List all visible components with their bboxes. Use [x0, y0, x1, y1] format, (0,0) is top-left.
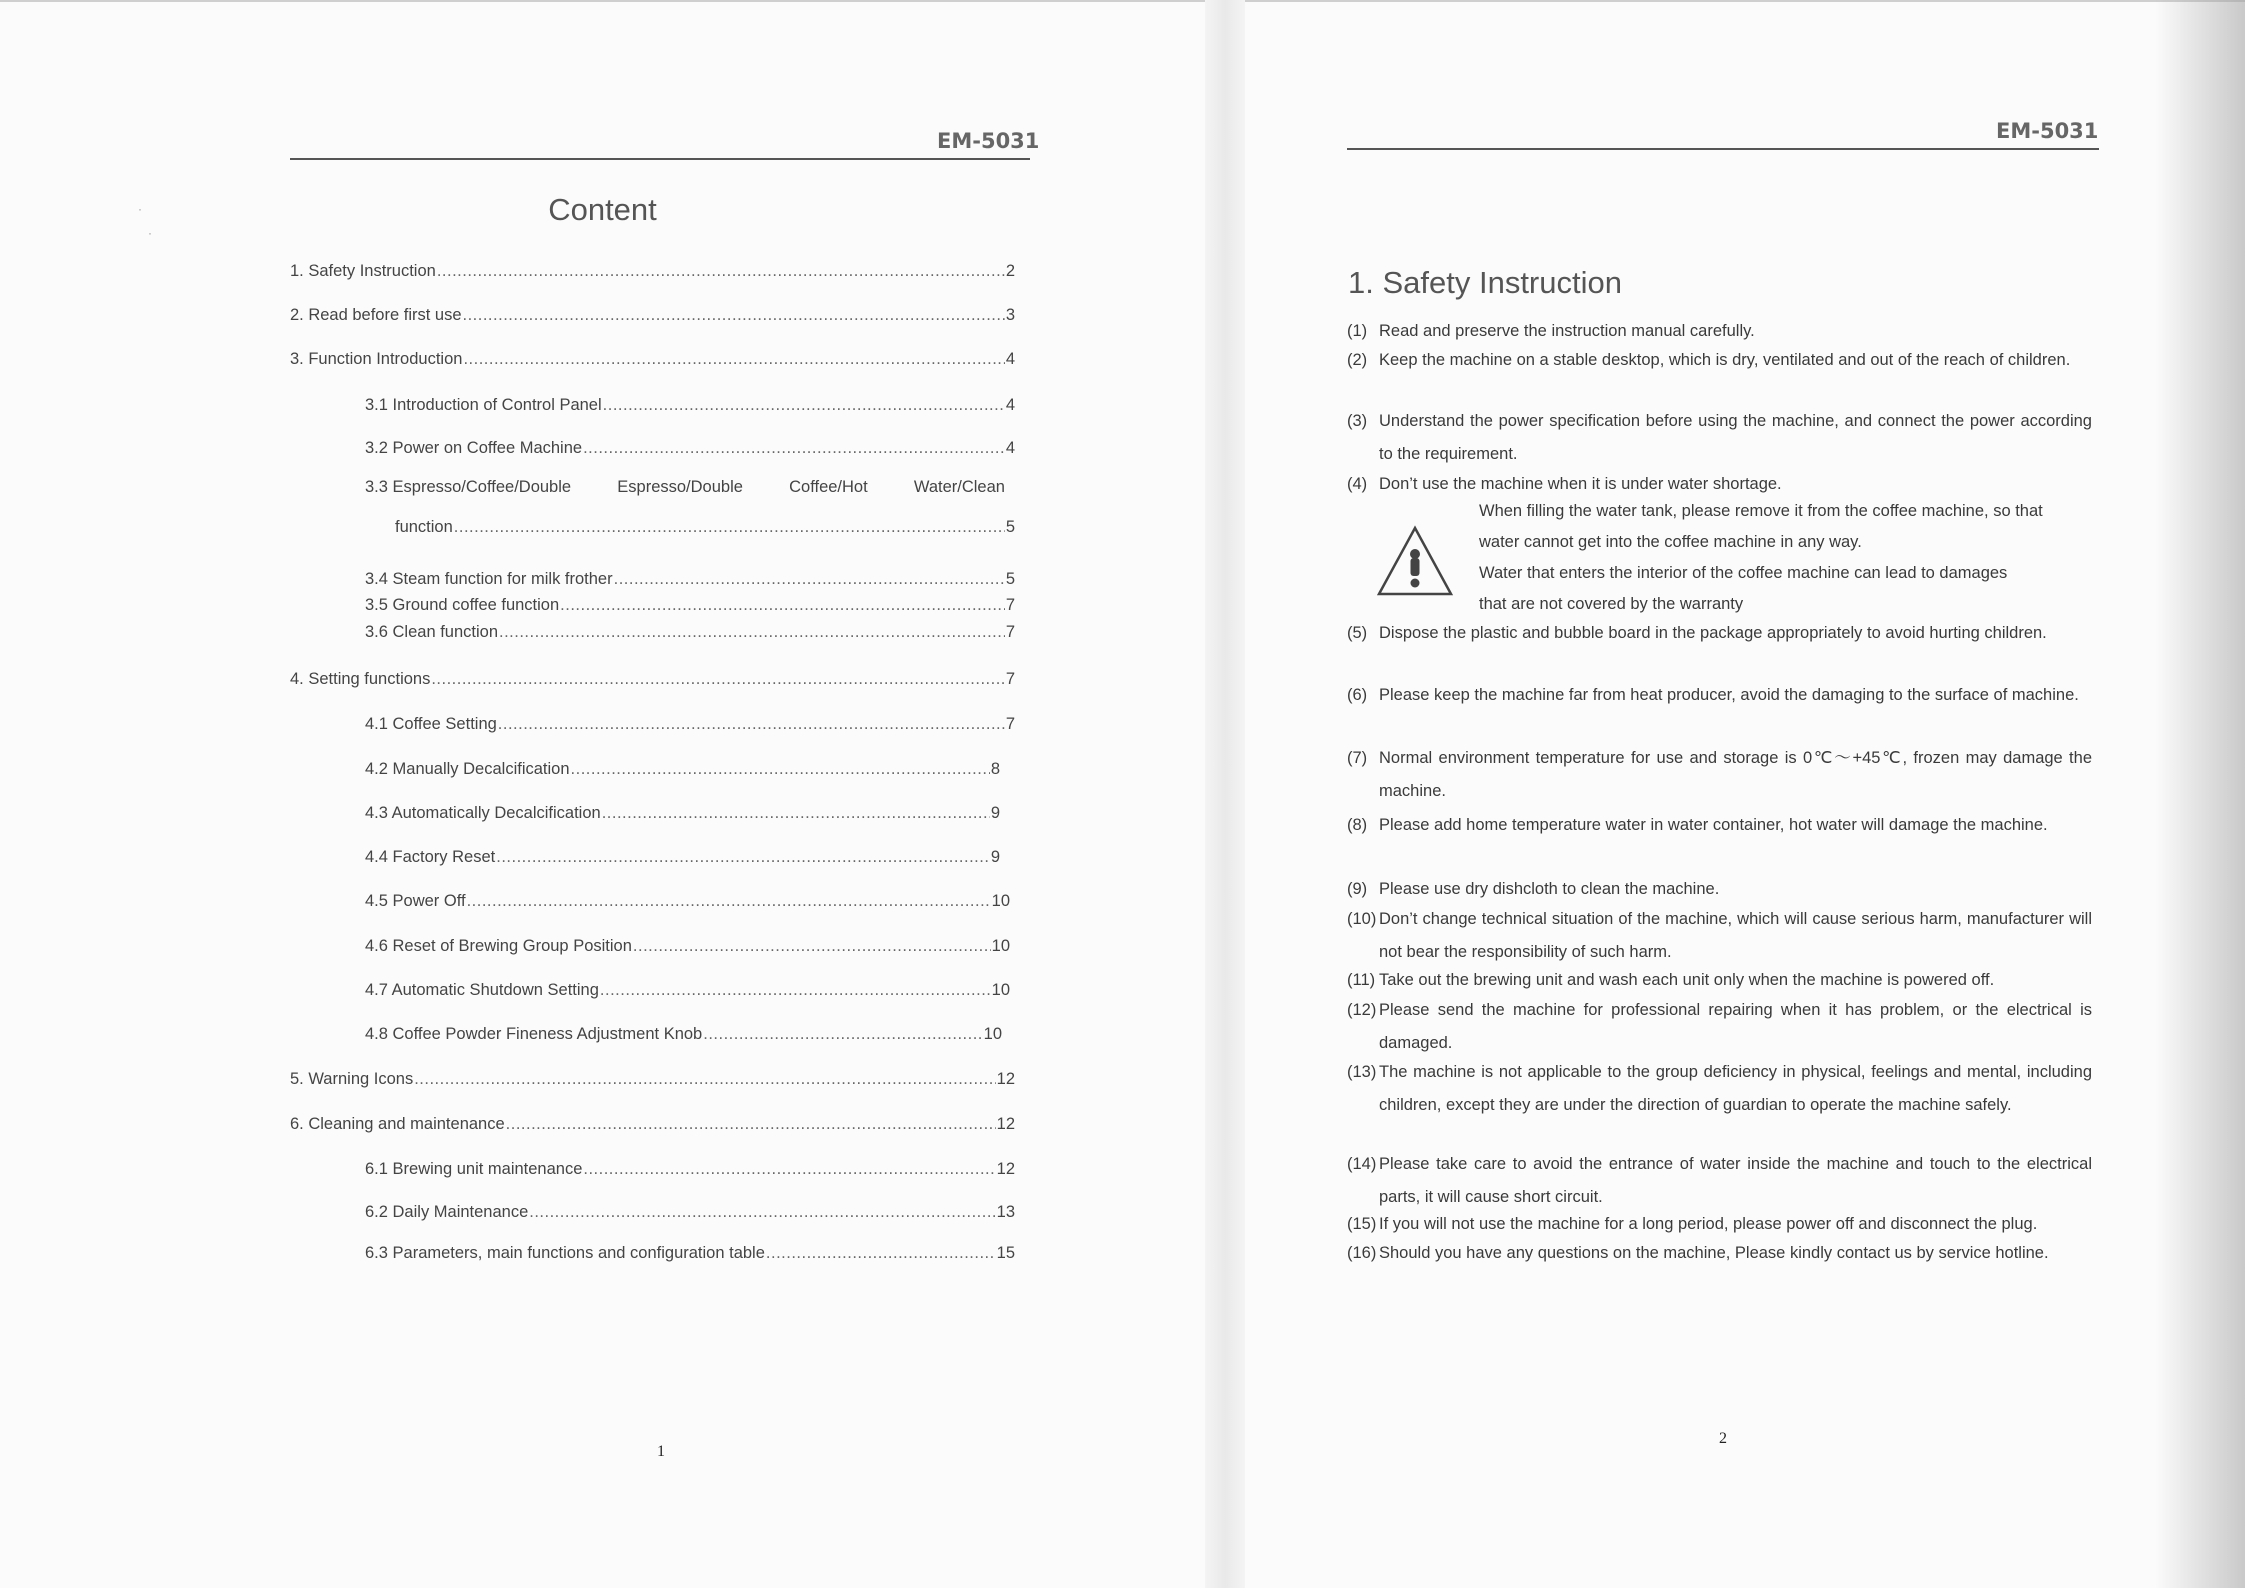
- toc-entry[interactable]: 4.1 Coffee Setting ..... 7: [365, 715, 1015, 734]
- header-rule: [290, 158, 1030, 160]
- toc-entry[interactable]: 6. Cleaning and maintenance ..... 12: [290, 1115, 1015, 1134]
- toc-entry[interactable]: 4.6 Reset of Brewing Group Position ..... 10: [365, 937, 1010, 956]
- safety-item: (13) The machine is not applicable to the group deficiency in physical, feelings and mental, including children, except they are under the direction of guardian to operate the machine safely.: [1347, 1063, 2092, 1114]
- toc-entry[interactable]: 4.5 Power Off ..... 10: [365, 892, 1010, 911]
- toc-entry[interactable]: 4.8 Coffee Powder Fineness Adjustment Knob ..... 10: [365, 1025, 1002, 1044]
- safety-item: (14) Please take care to avoid the entrance of water inside the machine and touch to the electrical parts, it will cause short circuit.: [1347, 1155, 2092, 1206]
- safety-item: (9) Please use dry dishcloth to clean the machine.: [1347, 880, 1720, 898]
- safety-item: (6) Please keep the machine far from heat producer, avoid the damaging to the surface of machine.: [1347, 686, 2079, 704]
- toc-entry[interactable]: 3.5 Ground coffee function ..... 7: [365, 596, 1015, 615]
- toc-entry[interactable]: 6.1 Brewing unit maintenance ..... 12: [365, 1160, 1015, 1179]
- book-gutter: [1205, 0, 1245, 1588]
- toc-entry[interactable]: 4.2 Manually Decalcification ..... 8: [365, 760, 1000, 779]
- safety-item: (2) Keep the machine on a stable desktop, which is dry, ventilated and out of the reach of children.: [1347, 351, 2071, 369]
- toc-entry[interactable]: 3.4 Steam function for milk frother ..... 5: [365, 570, 1015, 589]
- safety-item: (11) Take out the brewing unit and wash each unit only when the machine is powered off.: [1347, 971, 1995, 989]
- safety-item: (16) Should you have any questions on the machine, Please kindly contact us by service hotline.: [1347, 1244, 2049, 1262]
- toc-entry[interactable]: 1. Safety Instruction ..... 2: [290, 262, 1015, 281]
- toc-entry[interactable]: 4. Setting functions ..... 7: [290, 670, 1015, 689]
- toc-entry[interactable]: 2. Read before first use ..... 3: [290, 306, 1015, 325]
- warning-triangle-icon: [1375, 524, 1455, 598]
- page-title: Content: [548, 192, 657, 227]
- scan-speck: ·: [148, 226, 152, 240]
- page-number: 2: [1719, 1430, 1727, 1447]
- page-number: 1: [657, 1443, 665, 1460]
- right-page: [1245, 0, 2245, 1588]
- safety-item: (4) Don’t use the machine when it is under water shortage.: [1347, 475, 1782, 493]
- model-number: EM-5031: [1996, 119, 2099, 143]
- model-number: EM-5031: [937, 129, 1040, 153]
- toc-entry[interactable]: 4.4 Factory Reset ..... 9: [365, 848, 1000, 867]
- section-title: 1. Safety Instruction: [1348, 265, 1622, 300]
- toc-entry[interactable]: 5. Warning Icons ..... 12: [290, 1070, 1015, 1089]
- toc-entry-wrapped[interactable]: 3.3 Espresso/Coffee/Double Espresso/Double Coffee/Hot Water/Clean: [365, 478, 1005, 496]
- toc-entry[interactable]: 3. Function Introduction ..... 4: [290, 350, 1015, 369]
- warning-text: When filling the water tank, please remove it from the coffee machine, so that: [1479, 502, 2043, 520]
- toc-entry[interactable]: 3.2 Power on Coffee Machine ..... 4: [365, 439, 1015, 458]
- warning-text: that are not covered by the warranty: [1479, 595, 1744, 613]
- toc-entry[interactable]: 6.2 Daily Maintenance ..... 13: [365, 1203, 1015, 1222]
- toc-entry[interactable]: 6.3 Parameters, main functions and configuration table ..... 15: [365, 1244, 1015, 1263]
- safety-item: (7) Normal environment temperature for use and storage is 0℃～+45℃, frozen may damage the machine.: [1347, 749, 2092, 800]
- safety-item: (1) Read and preserve the instruction manual carefully.: [1347, 322, 1755, 340]
- toc-entry[interactable]: 3.1 Introduction of Control Panel ..... 4: [365, 396, 1015, 415]
- safety-item: (15) If you will not use the machine for a long period, please power off and disconnect the plug.: [1347, 1215, 2038, 1233]
- warning-text: Water that enters the interior of the coffee machine can lead to damages: [1479, 564, 2008, 582]
- toc-entry[interactable]: 3.6 Clean function ..... 7: [365, 623, 1015, 642]
- header-rule: [1347, 148, 2099, 150]
- scan-speck: ·: [138, 202, 142, 216]
- safety-item: (8) Please add home temperature water in water container, hot water will damage the machine.: [1347, 816, 2048, 834]
- safety-item: (10) Don’t change technical situation of the machine, which will cause serious harm, manufacturer will not bear the responsibility of such harm.: [1347, 910, 2092, 961]
- safety-item: (5) Dispose the plastic and bubble board in the package appropriately to avoid hurting children.: [1347, 624, 2047, 642]
- toc-entry[interactable]: function ..... 5: [395, 518, 1015, 537]
- toc-entry[interactable]: 4.7 Automatic Shutdown Setting ..... 10: [365, 981, 1010, 1000]
- safety-item: (12) Please send the machine for professional repairing when it has problem, or the electrical is damaged.: [1347, 1001, 2092, 1052]
- warning-text: water cannot get into the coffee machine in any way.: [1479, 533, 1862, 551]
- toc-entry[interactable]: 4.3 Automatically Decalcification ..... 9: [365, 804, 1000, 823]
- safety-item: (3) Understand the power specification before using the machine, and connect the power according to the requirement.: [1347, 412, 2092, 463]
